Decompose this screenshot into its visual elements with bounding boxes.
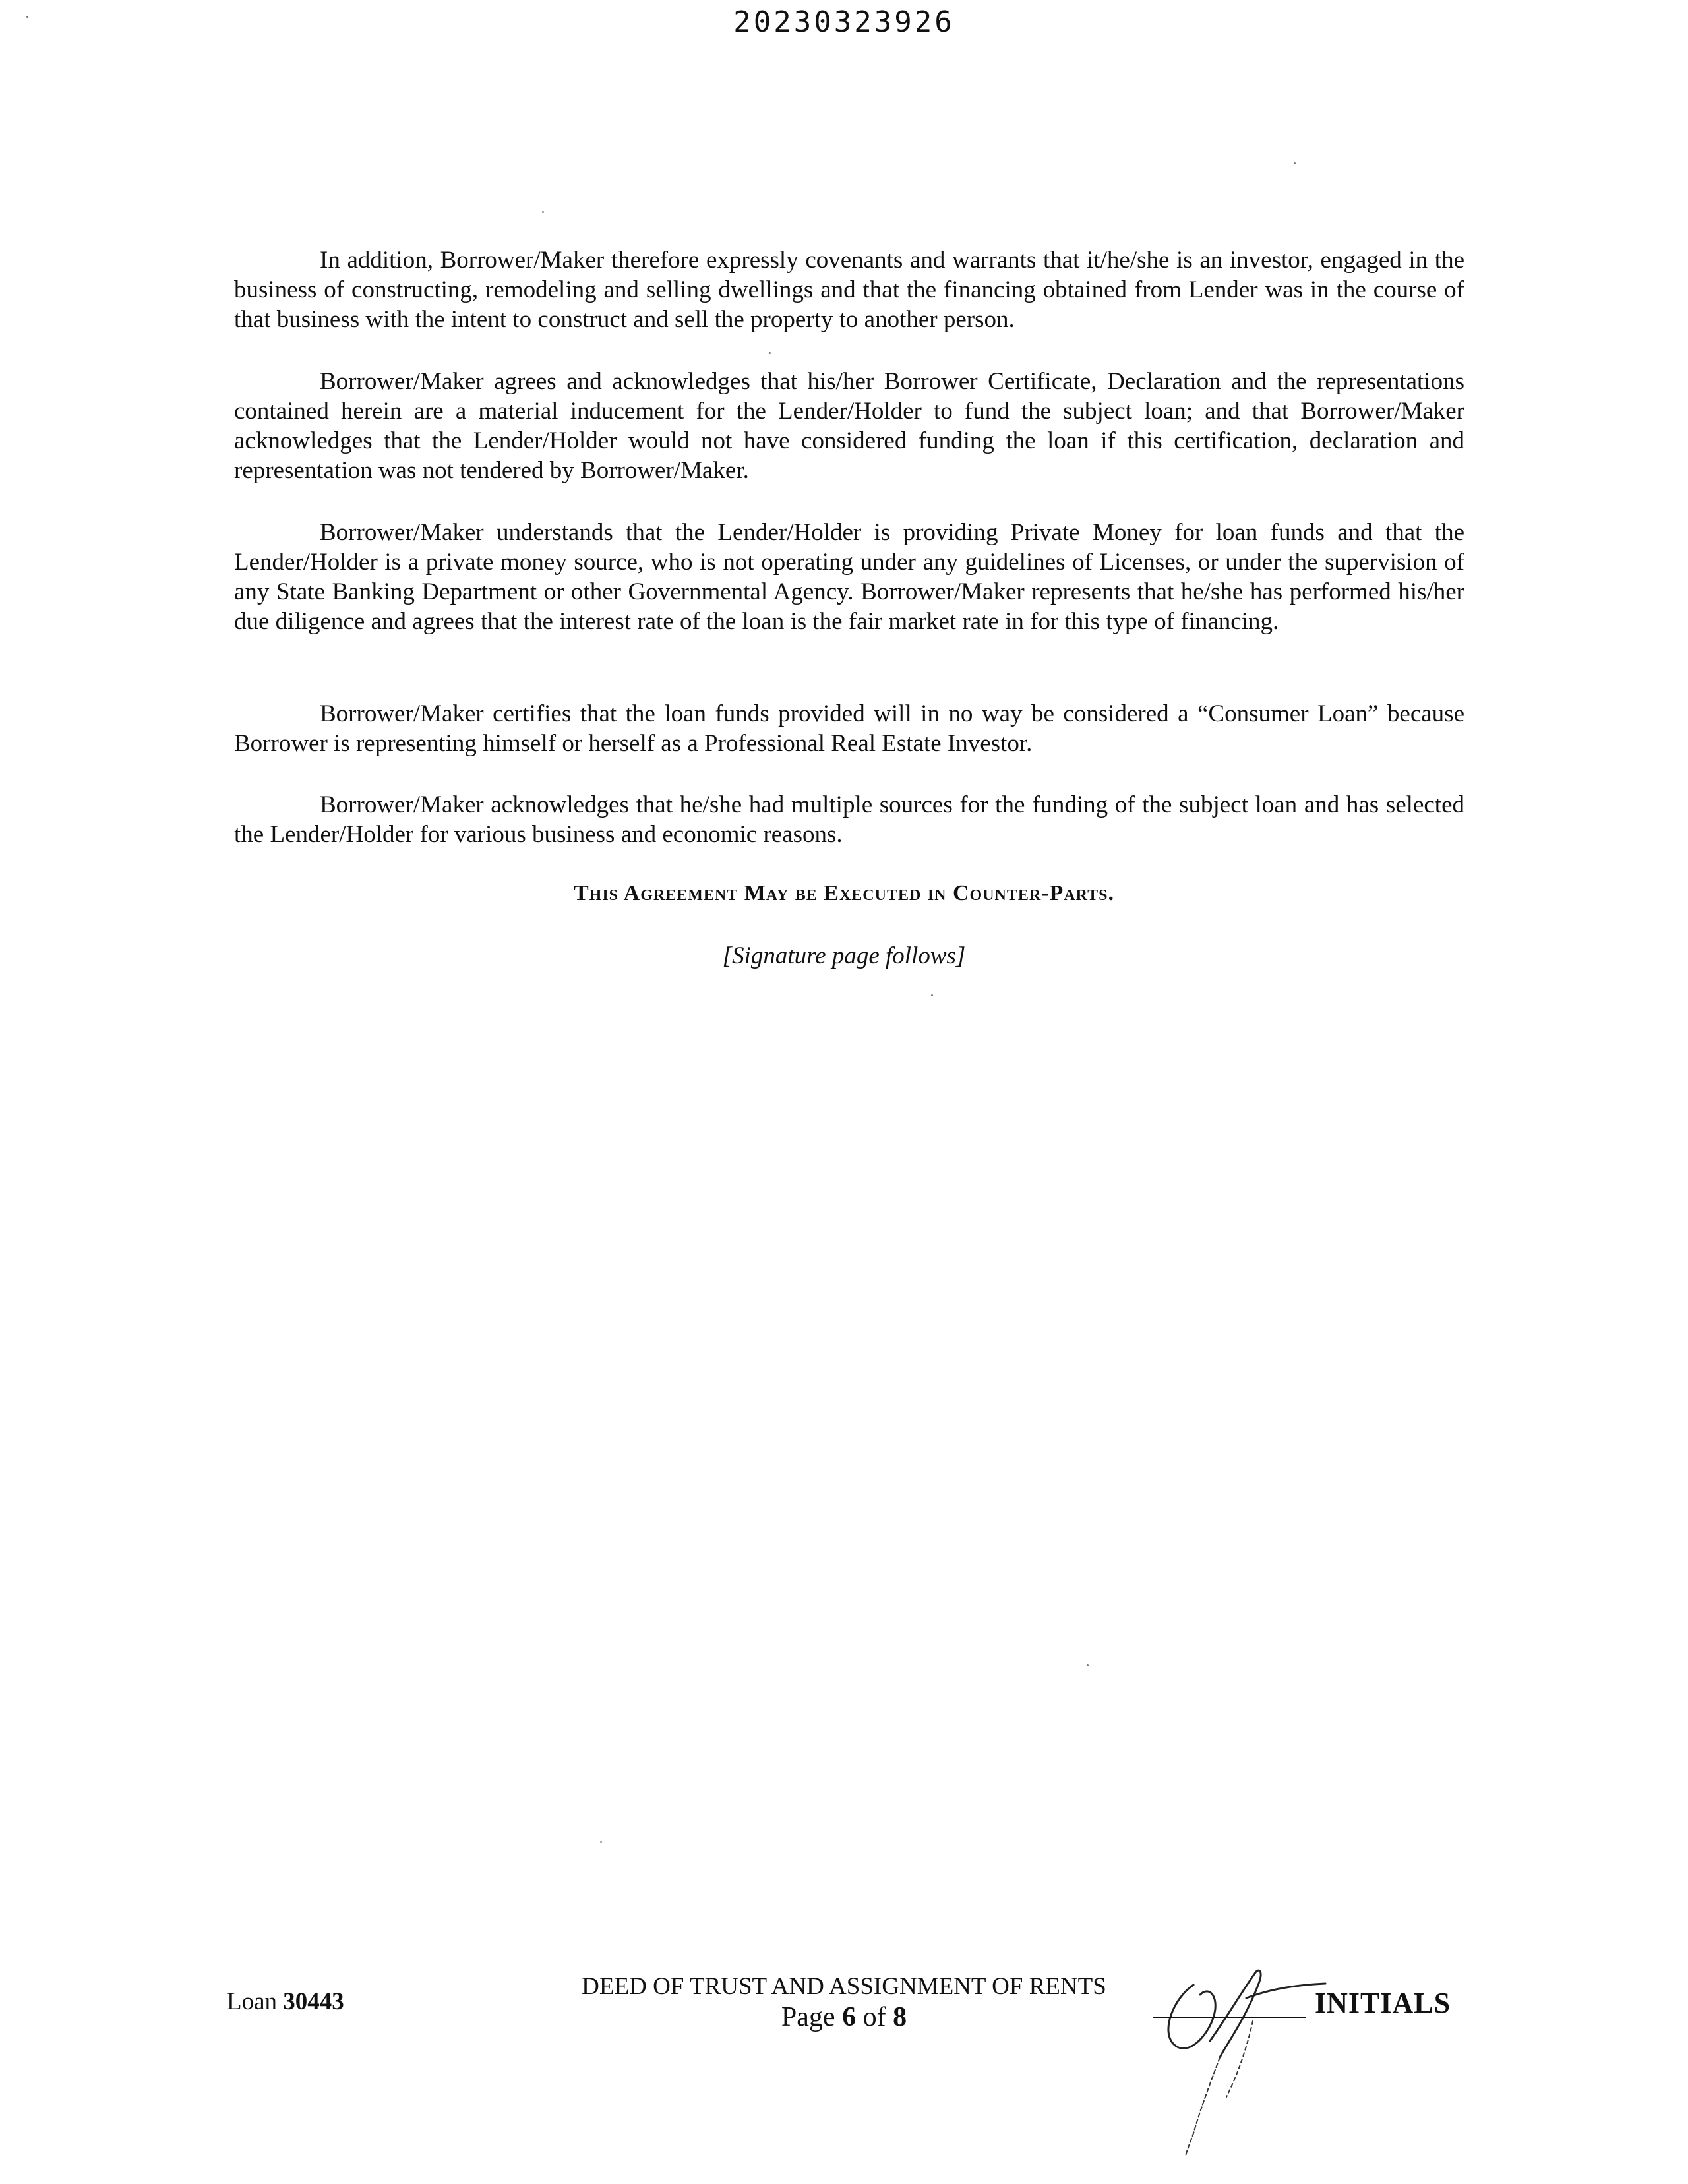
initials-line [1153,2017,1306,2018]
signature-page-note: [Signature page follows] [722,942,966,969]
document-title: DEED OF TRUST AND ASSIGNMENT OF RENTS [582,1973,1106,2000]
scan-speck [931,994,933,996]
loan-number: 30443 [283,1988,344,2015]
paragraph-material-inducement: Borrower/Maker agrees and acknowledges that his/her Borrower Certificate, Declaration and the representations contained herein are a material inducement for the Lender/Holder to fund the subject loan; and that Borrower/Maker acknowledges that the Lender/Holder would not have considered funding the loan if this certification, declaration and representation was not tendered by Borrower/Maker. [234,368,1464,484]
page-indicator [501,2002,1187,2032]
page-total: 8 [893,2002,907,2032]
paragraph-consumer-loan: Borrower/Maker certifies that the loan funds provided will in no way be considered a “Consumer Loan” because Borrower is representing himself or herself as a Professional Real Estate Investor. [234,700,1464,757]
loan-label: Loan [227,1988,278,2015]
scan-speck [26,16,28,18]
recording-number: 20230323926 [733,5,955,39]
scan-speck [1294,162,1296,164]
scan-speck [600,1841,602,1843]
footer-document-info [501,1972,1187,2032]
initials-label: INITIALS [1315,1987,1451,2019]
scan-speck [542,211,544,213]
paragraph-multiple-sources: Borrower/Maker acknowledges that he/she had multiple sources for the funding of the subject loan and has selected the Lender/Holder for various business and economic reasons. [234,791,1464,848]
paragraph-investor-covenant: In addition, Borrower/Maker therefore expressly covenants and warrants that it/he/she is an investor, engaged in the business of constructing, remodeling and selling dwellings and that the financing obtained from Lender was in the course of that business with the intent to construct and sell the property to another person. [234,247,1464,333]
page-current: 6 [842,2002,857,2032]
loan-reference [227,1987,344,2016]
scan-speck [1087,1664,1089,1666]
page-label: Page [781,2002,835,2032]
scan-speck [769,352,771,354]
page-of: of [862,2002,886,2032]
counterparts-notice: This Agreement May be Executed in Counter-Parts. [574,881,1114,905]
paragraph-private-money: Borrower/Maker understands that the Lender/Holder is providing Private Money for loan funds and that the Lender/Holder is a private money source, who is not operating under any guidelines of Licenses, or under the supervision of any State Banking Department or other Governmental Agency. Borrower/Maker represents that he/she has performed his/her due diligence and agrees that the interest rate of the loan is the fair market rate in for this type of financing. [234,519,1464,635]
